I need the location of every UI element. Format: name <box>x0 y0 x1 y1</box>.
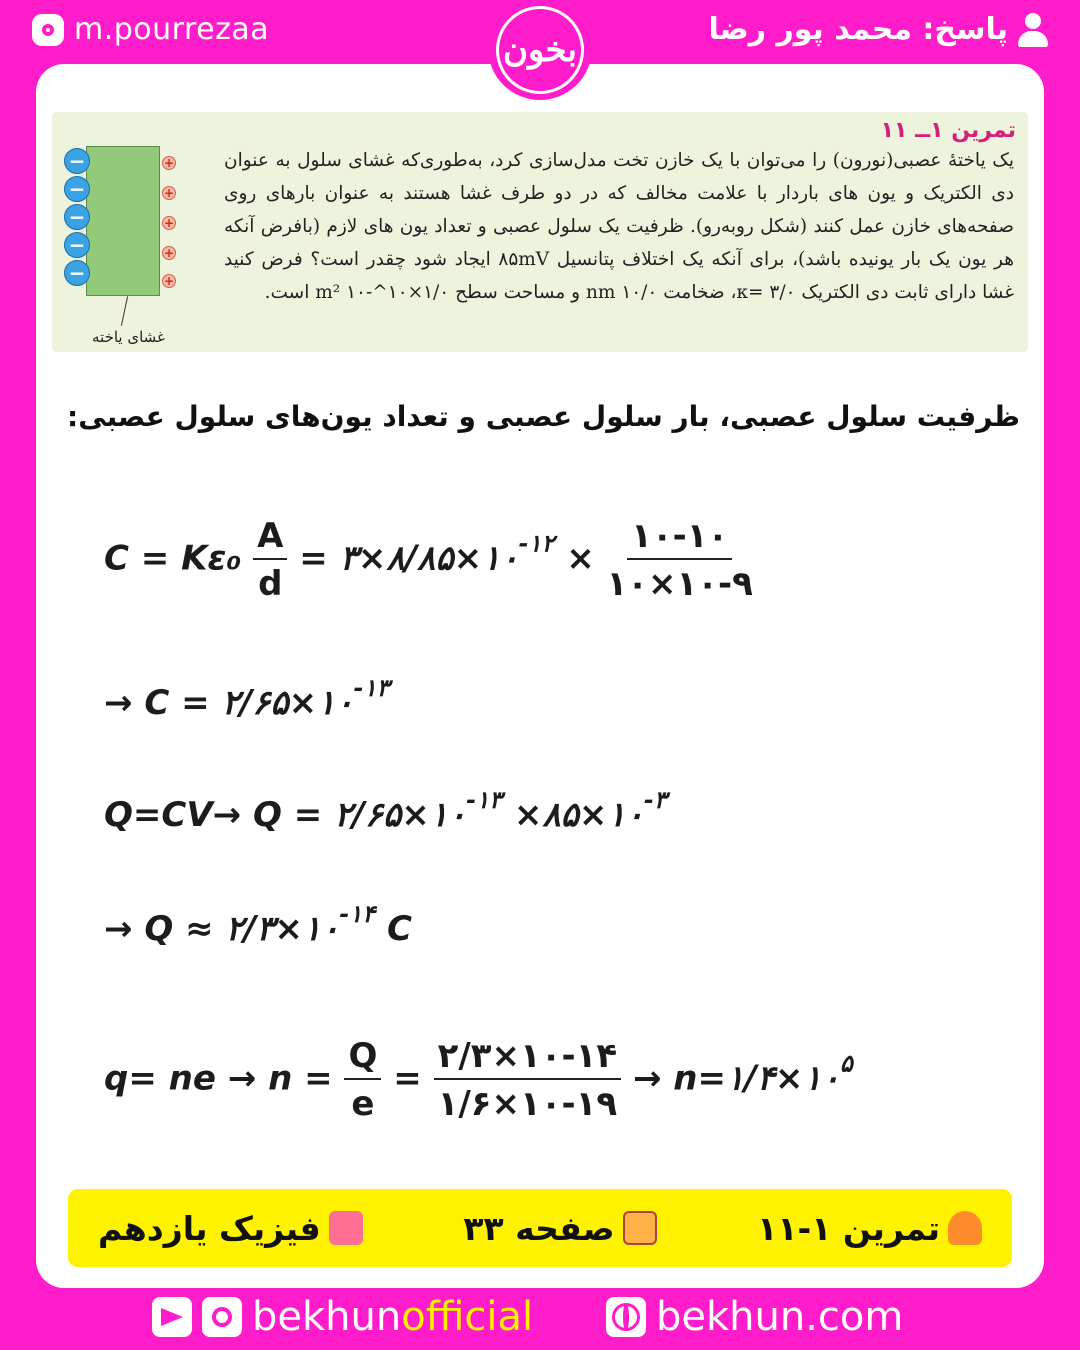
eq1-exponent: -۱۲ <box>518 529 555 558</box>
eq1-lhs: C = Kε₀ <box>104 538 242 579</box>
website-link[interactable] <box>606 1294 903 1340</box>
eq2-exponent: -۱۳ <box>353 674 390 702</box>
eq1-times: × <box>566 538 595 579</box>
answer-author-text: پاسخ: محمد پور رضا <box>708 12 1008 47</box>
problem-title: تمرین ۱ــ ۱۱ <box>880 118 1016 143</box>
eq4-unit: C <box>386 909 412 949</box>
eq1-frac-num: A <box>253 516 287 560</box>
eq1-fraction-values <box>607 516 753 604</box>
footer-exercise-text: تمرین ۱-۱۱ <box>757 1208 940 1248</box>
book-icon <box>623 1211 657 1245</box>
instagram-handle[interactable] <box>32 12 269 47</box>
equation-charge-result <box>104 900 412 949</box>
eq2-text: → C = ۲/۶۵×۱۰ <box>104 683 354 723</box>
eq5-equals: = <box>393 1058 422 1099</box>
equation-ion-count <box>104 1036 853 1124</box>
website-text: bekhun.com <box>656 1294 904 1340</box>
positive-ion: + <box>163 246 175 260</box>
problem-box <box>52 112 1028 352</box>
eq1-constants: = ۳×۸/۸۵×۱۰ <box>299 538 519 579</box>
label-pointer <box>121 296 128 326</box>
eq5-frac1-den: e <box>351 1084 375 1124</box>
footer-info-bar <box>68 1189 1012 1267</box>
eq5-exponent: ۵ <box>839 1049 853 1078</box>
eq5-frac1-num: Q <box>344 1036 381 1080</box>
eq5-fraction-values <box>434 1036 622 1124</box>
equation-charge <box>104 786 667 835</box>
eq5-frac2-num: ۲/۳×۱۰-۱۴ <box>434 1036 622 1080</box>
membrane-figure <box>64 146 184 346</box>
content-card <box>36 64 1044 1288</box>
eq3-exponent-2: -۳ <box>643 786 667 814</box>
positive-ion: + <box>163 216 175 230</box>
footer-page-text: صفحه ۳۳ <box>463 1208 615 1248</box>
eq5-lhs: q= ne → n = <box>104 1058 333 1099</box>
negative-ion: − <box>64 176 90 202</box>
telegram-icon <box>152 1297 192 1337</box>
eq1-frac2-num: ۱۰-۱۰ <box>627 516 732 560</box>
instagram-icon <box>32 14 64 46</box>
handle-part-b: official <box>401 1294 534 1340</box>
globe-icon <box>606 1297 646 1337</box>
footer-subject-text: فیزیک یازدهم <box>98 1208 321 1248</box>
solution-heading: ظرفیت سلول عصبی، بار سلول عصبی و تعداد یون‌های سلول عصبی: <box>67 400 1020 433</box>
footer-page <box>463 1209 656 1248</box>
problem-text: یک یاختهٔ عصبی(نورون) را می‌توان با یک خازن تخت مدل‌سازی کرد، به‌طوری‌که غشای سلول به عنوان دی الکتریک و یون های باردار با علامت مخالف که در دو طرف غشا هستند به عنوان بارهای روی صفحه‌های خازن عمل کنند (شکل روبه‌رو). ظرفیت یک سلول عصبی و تعداد یون های لازم (بافرض آنکه هر یون یک بار یونیده باشد)، برای آنکه یک اختلاف پتانسیل ۸۵mV ایجاد شود چقدر است؟ فرض کنید غشا دارای ثابت دی الکتریک ۳/۰ =κ، ضخامت ۱۰/۰ nm و مساحت سطح ۱/۰×۱۰^-۱۰ m² است. <box>224 150 1014 303</box>
instagram-handle-text: m.pourrezaa <box>74 12 270 47</box>
positive-ion: + <box>163 186 175 200</box>
eq1-frac-den: d <box>258 564 283 604</box>
positive-ion: + <box>163 156 175 170</box>
brand-logo <box>488 0 592 100</box>
membrane-slab <box>86 146 160 296</box>
graduation-cap-icon <box>329 1211 363 1245</box>
social-handle[interactable] <box>152 1294 533 1340</box>
negative-ion: − <box>64 232 90 258</box>
negative-ion: − <box>64 260 90 286</box>
eq5-fraction-q-e <box>344 1036 381 1124</box>
equation-capacitance-result <box>104 674 389 723</box>
eq4-text: → Q ≈ ۲/۳×۱۰ <box>104 909 340 949</box>
equation-capacitance <box>104 516 753 604</box>
brand-logo-mark: بخون <box>496 6 584 94</box>
footer-subject <box>98 1209 363 1248</box>
eq3-text: Q=CV→ Q = ۲/۶۵×۱۰ <box>104 795 467 835</box>
eq1-fraction-area-distance <box>253 516 287 604</box>
handle-part-a: bekhun <box>252 1294 402 1340</box>
instagram-icon <box>202 1297 242 1337</box>
answer-author <box>709 12 1049 47</box>
footer-exercise <box>757 1209 982 1248</box>
eq5-frac2-den: ۱/۶×۱۰-۱۹ <box>437 1084 618 1124</box>
membrane-label: غشای یاخته <box>92 328 165 346</box>
user-icon <box>1018 13 1048 47</box>
eq3-voltage: ×۸۵×۱۰ <box>513 795 644 835</box>
teacher-icon <box>948 1211 982 1245</box>
eq5-result: → n=۱/۴×۱۰ <box>632 1058 840 1099</box>
positive-ion: + <box>163 274 175 288</box>
social-handle-text <box>252 1294 533 1340</box>
eq4-exponent: -۱۴ <box>339 900 376 928</box>
negative-ion: − <box>64 148 90 174</box>
eq1-frac2-den: ۱۰×۱۰-۹ <box>606 564 753 604</box>
bottom-social-bar <box>0 1288 1080 1350</box>
eq3-exponent-1: -۱۳ <box>466 786 503 814</box>
negative-ion: − <box>64 204 90 230</box>
